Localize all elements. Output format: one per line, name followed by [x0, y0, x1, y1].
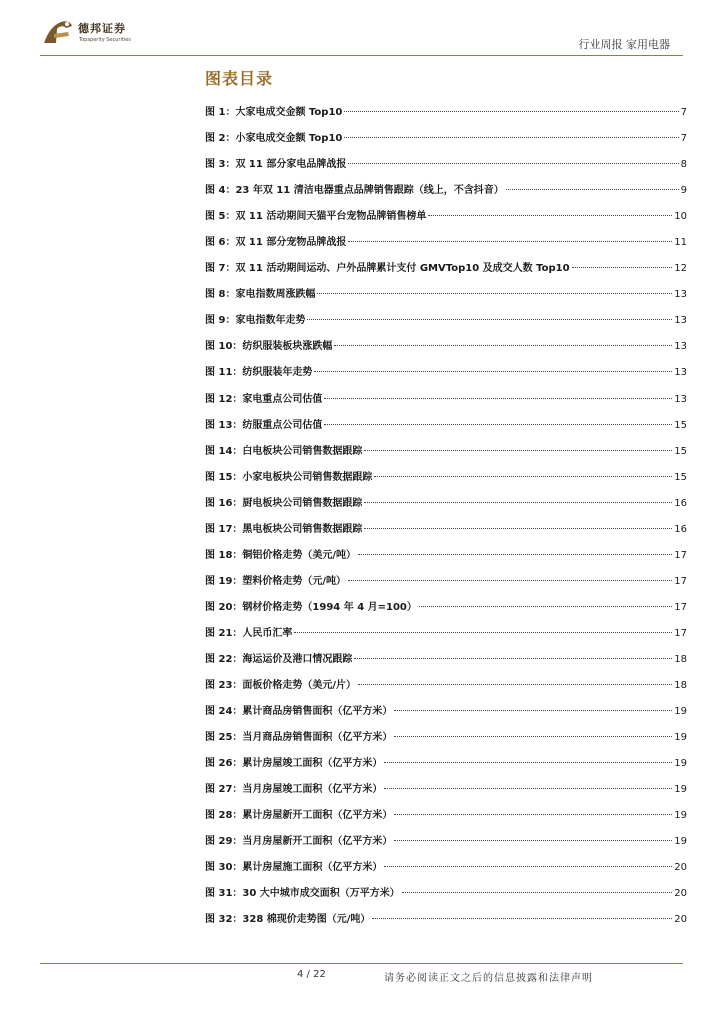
- toc-entry[interactable]: [205, 780, 687, 806]
- toc-entry-page: 12: [674, 263, 687, 275]
- toc-entry[interactable]: [205, 494, 687, 520]
- toc-entry-label: 图 10：: [205, 341, 243, 353]
- toc-entry[interactable]: [205, 233, 687, 259]
- toc-entry-label: 图 8：: [205, 289, 236, 301]
- toc-leader-dots: [364, 450, 672, 451]
- toc-entry-title: 纺服重点公司估值: [242, 419, 323, 431]
- toc-entry-page: 13: [674, 393, 687, 405]
- toc-entry-label: 图 17：: [205, 523, 243, 535]
- toc-entry-title: 328 棉现价走势图（元/吨）: [242, 914, 371, 926]
- toc-entry-title: 面板价格走势（美元/片）: [242, 680, 357, 692]
- toc-entry[interactable]: [205, 442, 687, 468]
- toc-title: 图表目录: [205, 69, 274, 88]
- toc-entry-label: 图 11：: [205, 367, 243, 379]
- toc-entry[interactable]: [205, 624, 687, 650]
- toc-entry-title: 纺织服装板块涨跌幅: [242, 341, 333, 353]
- toc-entry-title: 双 11 部分家电品牌战报: [235, 159, 347, 171]
- toc-entry-page: 13: [674, 289, 687, 301]
- legal-disclaimer: 请务必阅读正文之后的信息披露和法律声明: [384, 973, 593, 984]
- toc-leader-dots: [344, 111, 678, 112]
- toc-entry-title: 累计房屋竣工面积（亿平方米）: [242, 758, 383, 770]
- brand-name-en: Topsperity Securities: [79, 37, 131, 43]
- toc-leader-dots: [324, 424, 672, 425]
- toc-entry-label: 图 28：: [205, 810, 243, 822]
- toc-leader-dots: [317, 293, 672, 294]
- toc-entry[interactable]: [205, 858, 687, 884]
- toc-entry-label: 图 15：: [205, 471, 243, 483]
- toc-entry[interactable]: [205, 702, 687, 728]
- toc-leader-dots: [348, 163, 678, 164]
- toc-entry-label: 图 26：: [205, 758, 243, 770]
- toc-entry-page: 9: [680, 185, 687, 197]
- toc-leader-dots: [402, 892, 672, 893]
- toc-entry-title: 累计房屋新开工面积（亿平方米）: [242, 810, 393, 822]
- toc-entry-label: 图 5：: [205, 211, 236, 223]
- toc-entry-title: 当月房屋竣工面积（亿平方米）: [242, 784, 383, 796]
- toc-entry-page: 13: [674, 315, 687, 327]
- toc-leader-dots: [428, 215, 672, 216]
- toc-leader-dots: [394, 840, 672, 841]
- toc-leader-dots: [314, 371, 672, 372]
- toc-entry-title: 小家电成交金额 Top10: [235, 133, 343, 145]
- toc-leader-dots: [334, 345, 672, 346]
- toc-entry[interactable]: [205, 676, 687, 702]
- toc-entry-label: 图 19：: [205, 575, 243, 587]
- toc-leader-dots: [354, 658, 672, 659]
- report-category: 行业周报 家用电器: [578, 38, 670, 51]
- toc-entry-title: 双 11 活动期间运动、户外品牌累计支付 GMVTop10 及成交人数 Top10: [235, 263, 570, 275]
- toc-leader-dots: [374, 476, 672, 477]
- toc-entry[interactable]: [205, 363, 687, 389]
- toc-entry[interactable]: [205, 884, 687, 910]
- toc-entry[interactable]: [205, 390, 687, 416]
- toc-entry[interactable]: [205, 754, 687, 780]
- toc-entry-page: 10: [674, 211, 687, 223]
- toc-entry-label: 图 13：: [205, 419, 243, 431]
- toc-entry-label: 图 27：: [205, 784, 243, 796]
- toc-entry[interactable]: [205, 832, 687, 858]
- toc-entry-page: 13: [674, 341, 687, 353]
- toc-entry-title: 30 大中城市成交面积（万平方米）: [242, 888, 400, 900]
- toc-entry-page: 11: [674, 237, 687, 249]
- toc-entry-label: 图 4：: [205, 185, 236, 197]
- brand-name-cn: 德邦证券: [78, 22, 126, 35]
- toc-entry-label: 图 30：: [205, 862, 243, 874]
- toc-entry-label: 图 20：: [205, 601, 243, 613]
- toc-entry-label: 图 16：: [205, 497, 243, 509]
- toc-entry-title: 厨电板块公司销售数据跟踪: [242, 497, 363, 509]
- toc-entry-title: 铜铝价格走势（美元/吨）: [242, 549, 357, 561]
- toc-entry[interactable]: [205, 103, 687, 129]
- toc-entry-label: 图 31：: [205, 888, 243, 900]
- toc-entry-label: 图 32：: [205, 914, 243, 926]
- toc-entry-page: 20: [674, 888, 687, 900]
- toc-entry-page: 8: [680, 159, 687, 171]
- toc-entry-page: 20: [674, 862, 687, 874]
- toc-entry-title: 双 11 活动期间天猫平台宠物品牌销售榜单: [235, 211, 427, 223]
- toc-entry-title: 家电重点公司估值: [242, 393, 323, 405]
- toc-leader-dots: [372, 918, 672, 919]
- toc-entry-page: 19: [674, 706, 687, 718]
- toc-leader-dots: [384, 866, 672, 867]
- page-indicator: 4 / 22: [297, 969, 326, 980]
- toc-entry-page: 17: [674, 575, 687, 587]
- toc-entry-page: 17: [674, 601, 687, 613]
- company-logo: [40, 16, 170, 50]
- toc-entry-title: 塑料价格走势（元/吨）: [242, 575, 347, 587]
- toc-entry[interactable]: [205, 285, 687, 311]
- toc-entry[interactable]: [205, 181, 687, 207]
- toc-entry[interactable]: [205, 311, 687, 337]
- toc-entry-label: 图 24：: [205, 706, 243, 718]
- toc-leader-dots: [324, 398, 672, 399]
- toc-entry-label: 图 22：: [205, 653, 243, 665]
- figure-toc-list: [205, 103, 687, 937]
- toc-entry[interactable]: [205, 728, 687, 754]
- toc-leader-dots: [307, 319, 672, 320]
- toc-entry-title: 小家电板块公司销售数据跟踪: [242, 471, 373, 483]
- toc-entry-page: 18: [674, 680, 687, 692]
- toc-entry-title: 海运运价及港口情况跟踪: [242, 653, 353, 665]
- toc-entry[interactable]: [205, 337, 687, 363]
- toc-entry-title: 当月房屋新开工面积（亿平方米）: [242, 836, 393, 848]
- toc-leader-dots: [572, 267, 673, 268]
- toc-entry-title: 23 年双 11 清洁电器重点品牌销售跟踪（线上，不含抖音）: [235, 185, 504, 197]
- toc-entry-page: 15: [674, 419, 687, 431]
- toc-entry[interactable]: [205, 598, 687, 624]
- toc-leader-dots: [294, 632, 672, 633]
- toc-leader-dots: [394, 736, 672, 737]
- toc-entry-label: 图 9：: [205, 315, 236, 327]
- header-divider: [40, 55, 683, 56]
- toc-leader-dots: [364, 528, 672, 529]
- toc-leader-dots: [344, 137, 678, 138]
- toc-entry-page: 16: [674, 497, 687, 509]
- toc-leader-dots: [419, 606, 672, 607]
- toc-entry-label: 图 23：: [205, 680, 243, 692]
- toc-entry-page: 7: [680, 133, 687, 145]
- toc-entry-page: 16: [674, 523, 687, 535]
- toc-entry-label: 图 7：: [205, 263, 236, 275]
- toc-leader-dots: [394, 710, 672, 711]
- toc-entry-title: 累计房屋施工面积（亿平方米）: [242, 862, 383, 874]
- footer-divider: [40, 963, 683, 964]
- logo-emblem-icon: [40, 16, 74, 50]
- toc-entry-page: 7: [680, 107, 687, 118]
- toc-entry-title: 钢材价格走势（1994 年 4 月=100）: [242, 601, 417, 613]
- toc-entry[interactable]: [205, 910, 687, 936]
- toc-entry-title: 纺织服装年走势: [242, 367, 313, 379]
- toc-entry-label: 图 25：: [205, 732, 243, 744]
- toc-entry[interactable]: [205, 546, 687, 572]
- toc-leader-dots: [364, 502, 672, 503]
- toc-entry-page: 17: [674, 549, 687, 561]
- toc-entry[interactable]: [205, 520, 687, 546]
- toc-leader-dots: [506, 189, 679, 190]
- toc-leader-dots: [384, 788, 672, 789]
- toc-entry-label: 图 21：: [205, 627, 243, 639]
- toc-leader-dots: [348, 580, 672, 581]
- toc-entry-title: 家电指数年走势: [235, 315, 306, 327]
- toc-leader-dots: [348, 241, 672, 242]
- toc-entry[interactable]: [205, 806, 687, 832]
- toc-entry-label: 图 18：: [205, 549, 243, 561]
- toc-entry-label: 图 3：: [205, 159, 236, 171]
- toc-entry[interactable]: [205, 155, 687, 181]
- toc-entry-label: 图 2：: [205, 133, 236, 145]
- toc-entry-page: 20: [674, 914, 687, 926]
- toc-entry-page: 13: [674, 367, 687, 379]
- toc-entry[interactable]: [205, 207, 687, 233]
- toc-entry-title: 家电指数周涨跌幅: [235, 289, 316, 301]
- toc-entry-page: 15: [674, 445, 687, 457]
- toc-leader-dots: [394, 814, 672, 815]
- toc-entry-label: 图 29：: [205, 836, 243, 848]
- toc-entry-label: 图 6：: [205, 237, 236, 249]
- toc-entry[interactable]: [205, 129, 687, 155]
- toc-entry-page: 15: [674, 471, 687, 483]
- toc-entry[interactable]: [205, 416, 687, 442]
- toc-leader-dots: [358, 554, 672, 555]
- toc-entry-page: 19: [674, 810, 687, 822]
- toc-entry-page: 19: [674, 784, 687, 796]
- toc-entry-title: 双 11 部分宠物品牌战报: [235, 237, 347, 249]
- toc-entry[interactable]: [205, 650, 687, 676]
- toc-entry-title: 人民币汇率: [242, 627, 293, 639]
- toc-entry-title: 黑电板块公司销售数据跟踪: [242, 523, 363, 535]
- toc-entry-label: 图 14：: [205, 445, 243, 457]
- toc-entry-page: 19: [674, 732, 687, 744]
- toc-leader-dots: [384, 762, 672, 763]
- toc-entry-label: 图 12：: [205, 393, 243, 405]
- toc-entry-page: 19: [674, 836, 687, 848]
- toc-entry-page: 19: [674, 758, 687, 770]
- toc-entry-title: 累计商品房销售面积（亿平方米）: [242, 706, 393, 718]
- toc-entry[interactable]: [205, 468, 687, 494]
- toc-entry-title: 当月商品房销售面积（亿平方米）: [242, 732, 393, 744]
- toc-entry-page: 18: [674, 653, 687, 665]
- toc-entry-title: 白电板块公司销售数据跟踪: [242, 445, 363, 457]
- toc-entry-page: 17: [674, 627, 687, 639]
- toc-entry-label: 图 1：: [205, 107, 236, 118]
- toc-leader-dots: [358, 684, 672, 685]
- toc-entry[interactable]: [205, 259, 687, 285]
- toc-entry-title: 大家电成交金额 Top10: [235, 107, 343, 118]
- toc-entry[interactable]: [205, 572, 687, 598]
